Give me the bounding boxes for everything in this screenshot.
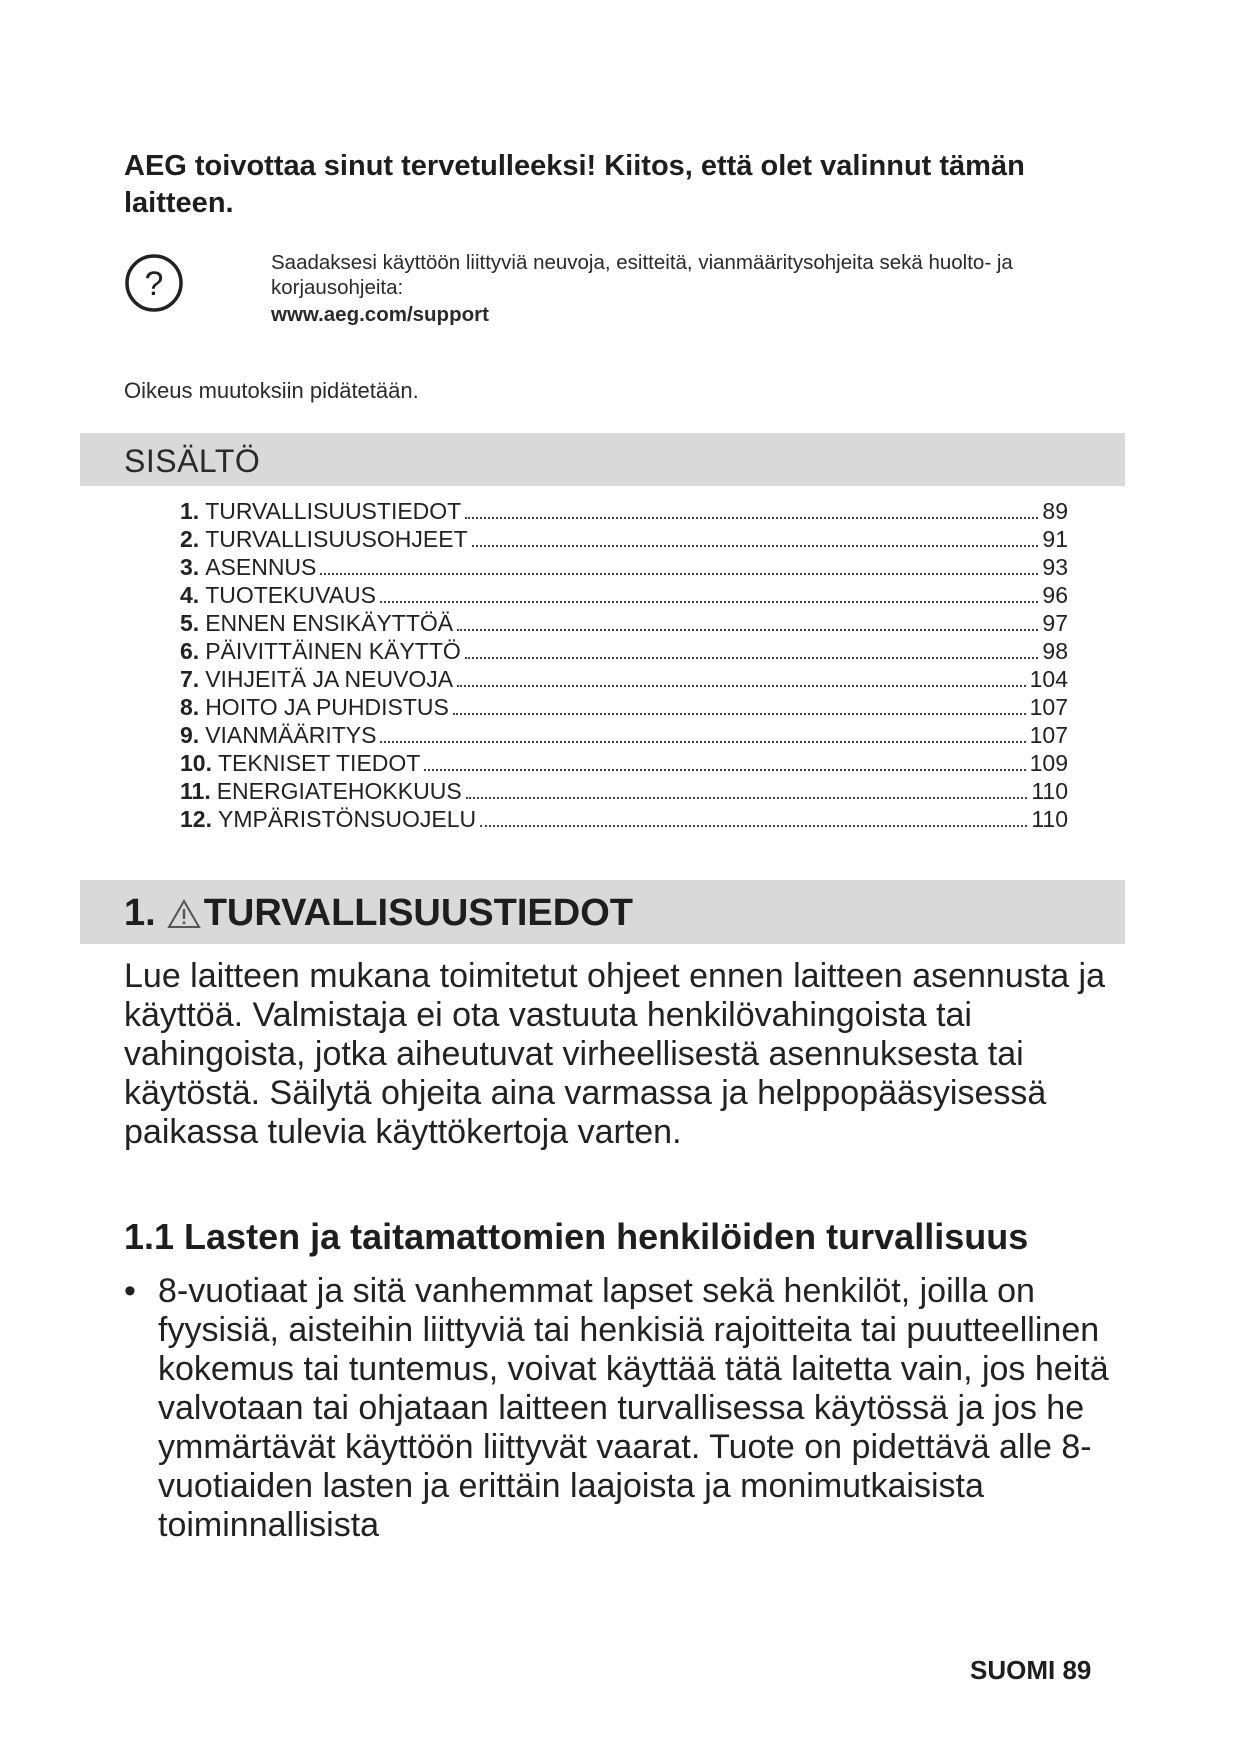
toc-entry-number: 4.	[180, 582, 200, 608]
welcome-heading: AEG toivottaa sinut tervetulleeksi! Kiitos, että olet valinnut tämän laitteen.	[124, 150, 1025, 219]
section-title-text: TURVALLISUUSTIEDOT	[203, 892, 633, 934]
toc-entry[interactable]	[180, 805, 1068, 833]
toc-dot-leader	[320, 573, 1038, 575]
toc-entry-page: 107	[1029, 722, 1068, 748]
toc-entry-number: 7.	[180, 666, 200, 692]
page-footer	[970, 1655, 1091, 1686]
toc-entry[interactable]	[180, 637, 1068, 665]
svg-text:?: ?	[144, 265, 164, 303]
toc-entry-page: 110	[1031, 778, 1068, 804]
section-title	[124, 892, 633, 935]
toc-entry-number: 12.	[180, 806, 212, 832]
toc-entry[interactable]	[180, 665, 1068, 693]
toc-entry-number: 2.	[180, 526, 200, 552]
bullet-text: 8-vuotiaat ja sitä vanhemmat lapset sekä henkilöt, joilla on fyysisiä, aisteihin liittyviä tai henkisiä rajoitteita tai puutteellinen kokemus tai tuntemus, voivat käyttää tätä laitetta vain, jos heitä valvotaan tai ohjataan laitteen turvallisessa käytössä ja jos he ymmärtävät käyttöön liittyvät vaarat. Tuote on pidettävä alle 8-vuotiaiden lasten ja erittäin laajoista ja monimutkaisista toiminnallisista	[158, 1272, 1109, 1544]
support-info	[271, 250, 1111, 327]
rights-notice: Oikeus muutoksiin pidätetään.	[124, 378, 419, 403]
toc-dot-leader	[424, 769, 1025, 771]
toc-dot-leader	[480, 825, 1027, 827]
toc-entry-label: VIHJEITÄ JA NEUVOJA	[205, 666, 454, 692]
toc-entry-page: 96	[1042, 582, 1068, 608]
toc-entry-number: 11.	[180, 778, 211, 804]
toc-entry-number: 5.	[180, 610, 200, 636]
toc-entry[interactable]	[180, 693, 1068, 721]
toc-entry-label: ASENNUS	[205, 554, 317, 580]
toc-dot-leader	[453, 713, 1026, 715]
toc-entry[interactable]	[180, 721, 1068, 749]
section-intro-paragraph: Lue laitteen mukana toimitetut ohjeet ennen laitteen asennusta ja käyttöä. Valmistaja ei ota vastuuta henkilövahingoista tai vahingoista, jotka aiheutuvat virheellisestä asennuksesta tai käytöstä. Säilytä ohjeita aina varmassa ja helppopääsyisessä paikassa tulevia käyttökertoja varten.	[124, 957, 1106, 1151]
support-text: Saadaksesi käyttöön liittyviä neuvoja, esitteitä, vianmääritysohjeita sekä huolto- ja korjausohjeita:	[271, 251, 1013, 299]
toc-dot-leader	[380, 601, 1038, 603]
toc-entry-page: 104	[1029, 666, 1068, 692]
toc-title: SISÄLTÖ	[124, 443, 261, 479]
warning-triangle-icon	[166, 898, 202, 930]
toc-entry-label: ENNEN ENSIKÄYTTÖÄ	[205, 610, 454, 636]
toc-entry-page: 89	[1042, 498, 1068, 524]
toc-entry[interactable]	[180, 749, 1068, 777]
toc-entry-label: YMPÄRISTÖNSUOJELU	[217, 806, 477, 832]
toc-entry[interactable]	[180, 525, 1068, 553]
toc-entry-label: TEKNISET TIEDOT	[217, 750, 421, 776]
toc-entry[interactable]	[180, 777, 1068, 805]
toc-entry-page: 93	[1042, 554, 1068, 580]
toc-entry-page: 91	[1042, 526, 1068, 552]
support-url-link[interactable]: www.aeg.com/support	[271, 303, 489, 326]
toc-entry-page: 109	[1029, 750, 1068, 776]
subsection-heading: 1.1 Lasten ja taitamattomien henkilöiden turvallisuus	[124, 1216, 1029, 1257]
toc-entry-label: VIANMÄÄRITYS	[205, 722, 377, 748]
toc-entry-number: 3.	[180, 554, 200, 580]
list-item	[124, 1272, 1134, 1545]
toc-entry-page: 107	[1029, 694, 1068, 720]
toc-entry-label: ENERGIATEHOKKUUS	[216, 778, 462, 804]
toc-entry-page: 97	[1042, 610, 1068, 636]
table-of-contents	[180, 497, 1068, 833]
toc-entry-number: 8.	[180, 694, 200, 720]
toc-dot-leader	[457, 629, 1038, 631]
toc-dot-leader	[457, 685, 1025, 687]
toc-dot-leader	[380, 741, 1025, 743]
toc-dot-leader	[472, 545, 1039, 547]
toc-dot-leader	[465, 657, 1039, 659]
toc-entry-label: TURVALLISUUSOHJEET	[205, 526, 468, 552]
toc-entry-number: 10.	[180, 750, 212, 776]
toc-header-band	[80, 433, 1125, 486]
toc-entry-label: TUOTEKUVAUS	[205, 582, 377, 608]
toc-entry-label: PÄIVITTÄINEN KÄYTTÖ	[205, 638, 461, 664]
toc-entry[interactable]	[180, 581, 1068, 609]
toc-entry-label: TURVALLISUUSTIEDOT	[205, 498, 462, 524]
toc-entry-page: 98	[1042, 638, 1068, 664]
footer-language: SUOMI	[970, 1655, 1056, 1685]
toc-entry-page: 110	[1031, 806, 1068, 832]
toc-entry-label: HOITO JA PUHDISTUS	[205, 694, 449, 720]
toc-entry[interactable]	[180, 609, 1068, 637]
toc-entry-number: 1.	[180, 498, 200, 524]
question-circle-icon	[124, 253, 184, 313]
section-number: 1.	[124, 892, 156, 934]
toc-entry-number: 9.	[180, 722, 200, 748]
toc-entry[interactable]	[180, 553, 1068, 581]
section-header-band	[80, 880, 1125, 944]
toc-dot-leader	[465, 517, 1038, 519]
footer-page-number: 89	[1062, 1655, 1092, 1685]
toc-entry-number: 6.	[180, 638, 200, 664]
bullet-mark: •	[124, 1272, 136, 1310]
toc-entry[interactable]	[180, 497, 1068, 525]
toc-dot-leader	[466, 797, 1028, 799]
